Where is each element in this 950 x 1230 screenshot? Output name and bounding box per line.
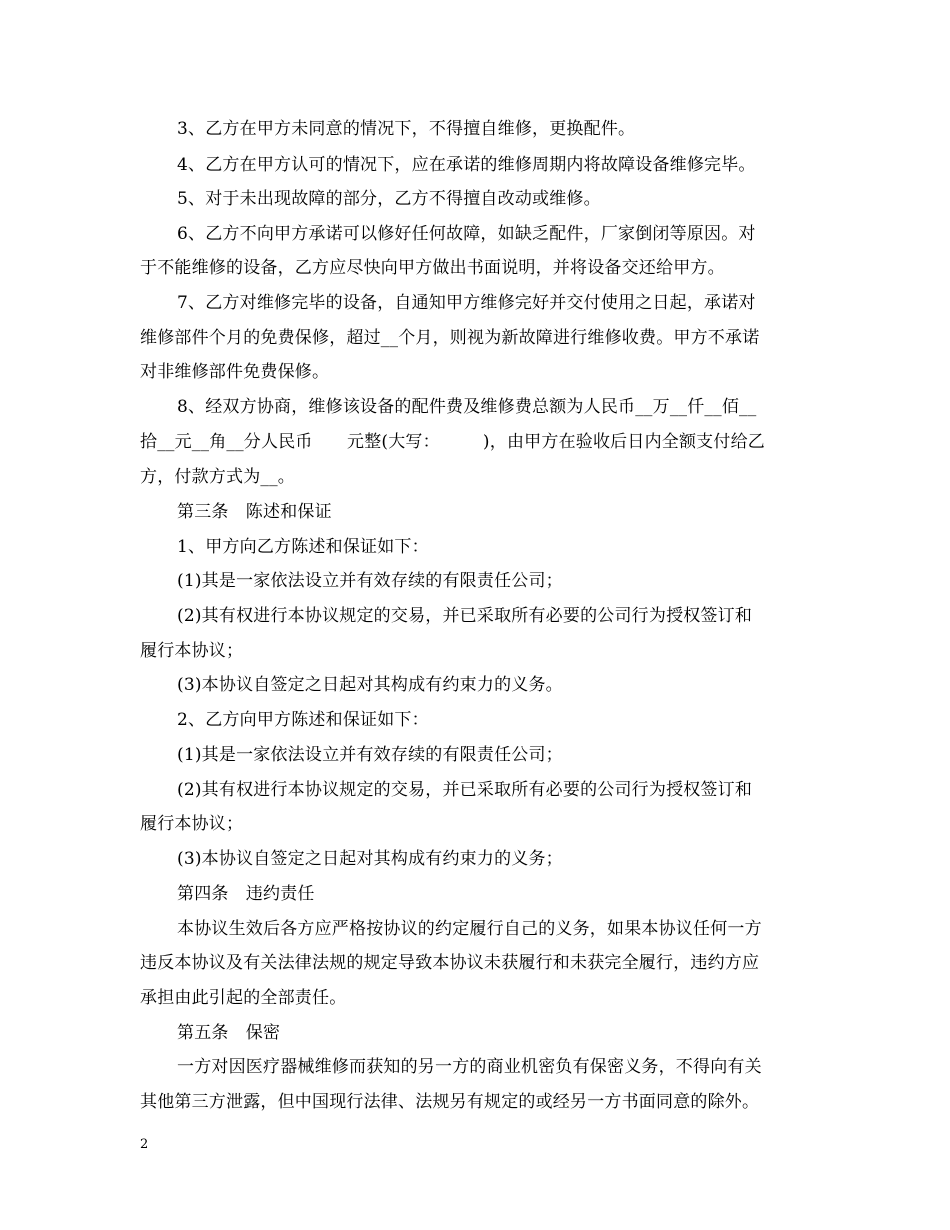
paragraph-line: 维修部件个月的免费保修，超过__个月，则视为新故障进行维修收费。甲方不承诺 xyxy=(140,328,760,348)
paragraph-line: 拾__元__角__分人民币 元整(大写： )，由甲方在验收后日内全额支付给乙 xyxy=(140,432,765,452)
paragraph-line: 2、乙方向甲方陈述和保证如下： xyxy=(177,710,429,730)
paragraph-line: 其他第三方泄露，但中国现行法律、法规另有规定的或经另一方书面同意的除外。 xyxy=(140,1092,760,1112)
section-heading: 第五条 保密 xyxy=(177,1023,281,1043)
paragraph-line: 履行本协议； xyxy=(140,641,244,661)
paragraph-line: 方，付款方式为__。 xyxy=(140,467,295,487)
paragraph-line: (3)本协议自签定之日起对其构成有约束力的义务。 xyxy=(177,675,563,695)
paragraph-line: 1、甲方向乙方陈述和保证如下： xyxy=(177,537,429,557)
paragraph-line: 8、经双方协商，维修该设备的配件费及维修费总额为人民币__万__仟__佰__ xyxy=(177,397,757,417)
paragraph-line: 于不能维修的设备，乙方应尽快向甲方做出书面说明，并将设备交还给甲方。 xyxy=(140,258,725,278)
page-number: 2 xyxy=(140,1137,149,1152)
paragraph-line: (1)其是一家依法设立并有效存续的有限责任公司； xyxy=(177,571,563,591)
paragraph-line: 对非维修部件免费保修。 xyxy=(140,362,330,382)
paragraph-line: 履行本协议； xyxy=(140,814,244,834)
section-heading: 第四条 违约责任 xyxy=(177,884,315,904)
paragraph-line: (2)其有权进行本协议规定的交易，并已采取所有必要的公司行为授权签订和 xyxy=(177,606,753,626)
paragraph-line: 3、乙方在甲方未同意的情况下，不得擅自维修，更换配件。 xyxy=(177,119,636,139)
section-heading: 第三条 陈述和保证 xyxy=(177,502,332,522)
paragraph-line: (3)本协议自签定之日起对其构成有约束力的义务； xyxy=(177,849,563,869)
paragraph-line: (2)其有权进行本协议规定的交易，并已采取所有必要的公司行为授权签订和 xyxy=(177,780,753,800)
paragraph-line: (1)其是一家依法设立并有效存续的有限责任公司； xyxy=(177,745,563,765)
paragraph-line: 6、乙方不向甲方承诺可以修好任何故障，如缺乏配件，厂家倒闭等原因。对 xyxy=(177,224,756,244)
paragraph-line: 本协议生效后各方应严格按协议的约定履行自己的义务，如果本协议任何一方 xyxy=(177,919,762,939)
paragraph-line: 4、乙方在甲方认可的情况下，应在承诺的维修周期内将故障设备维修完毕。 xyxy=(177,155,756,175)
paragraph-line: 7、乙方对维修完毕的设备，自通知甲方维修完好并交付使用之日起，承诺对 xyxy=(177,293,756,313)
paragraph-line: 违反本协议及有关法律法规的规定导致本协议未获履行和未获完全履行，违约方应 xyxy=(140,953,760,973)
paragraph-line: 承担由此引起的全部责任。 xyxy=(140,988,347,1008)
paragraph-line: 一方对因医疗器械维修而获知的另一方的商业机密负有保密义务，不得向有关 xyxy=(177,1057,762,1077)
paragraph-line: 5、对于未出现故障的部分，乙方不得擅自改动或维修。 xyxy=(177,189,601,209)
